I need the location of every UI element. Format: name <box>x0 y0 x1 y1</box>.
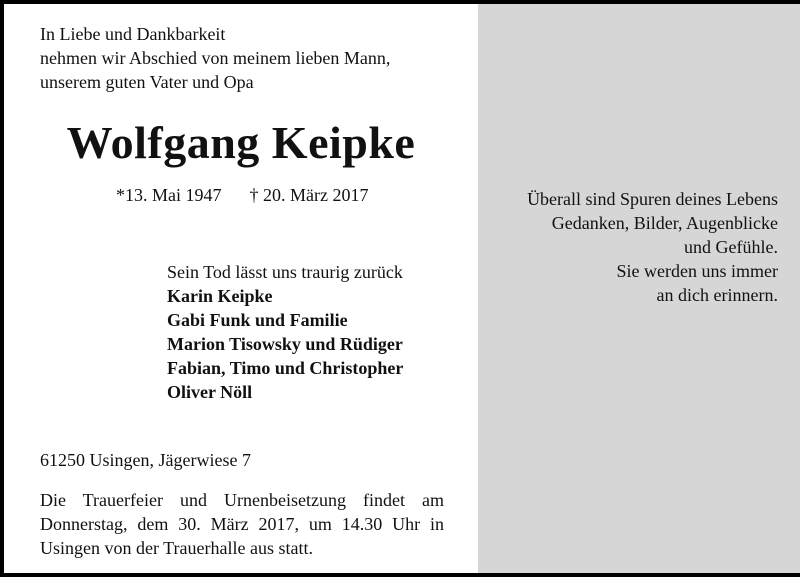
quote-line: und Gefühle. <box>684 237 778 257</box>
funeral-line: Usingen von der Trauerhalle aus statt. <box>40 538 313 558</box>
deceased-name: Wolfgang Keipke <box>66 117 416 168</box>
survivor-name: Marion Tisowsky und Rüdiger <box>167 334 403 354</box>
survivors-block <box>167 260 403 404</box>
quote-line: Überall sind Spuren deines Lebens <box>527 189 778 209</box>
funeral-line: Die Trauerfeier und Urnenbeisetzung findet am <box>40 490 444 510</box>
survivors-lead: Sein Tod lässt uns traurig zurück <box>167 262 403 282</box>
survivor-name: Oliver Nöll <box>167 382 253 402</box>
quote-line: Sie werden uns immer <box>616 261 778 281</box>
quote-line: Gedanken, Bilder, Augenblicke <box>551 213 778 233</box>
address: 61250 Usingen, Jägerwiese 7 <box>40 450 251 470</box>
quote-line: an dich erinnern. <box>656 285 778 305</box>
intro-text <box>40 22 390 94</box>
birth-date: *13. Mai 1947 <box>116 185 222 205</box>
intro-line: unserem guten Vater und Opa <box>40 72 254 92</box>
funeral-line: Donnerstag, dem 30. März 2017, um 14.30 Uhr in <box>40 514 444 534</box>
memorial-quote <box>478 187 778 307</box>
survivor-name: Gabi Funk und Familie <box>167 310 348 330</box>
life-dates <box>116 185 368 206</box>
intro-line: In Liebe und Dankbarkeit <box>40 24 226 44</box>
funeral-info <box>40 488 444 560</box>
survivor-name: Karin Keipke <box>167 286 273 306</box>
intro-line: nehmen wir Abschied von meinem lieben Mann, <box>40 48 391 68</box>
death-date: † 20. März 2017 <box>249 185 369 205</box>
survivor-name: Fabian, Timo und Christopher <box>167 358 404 378</box>
